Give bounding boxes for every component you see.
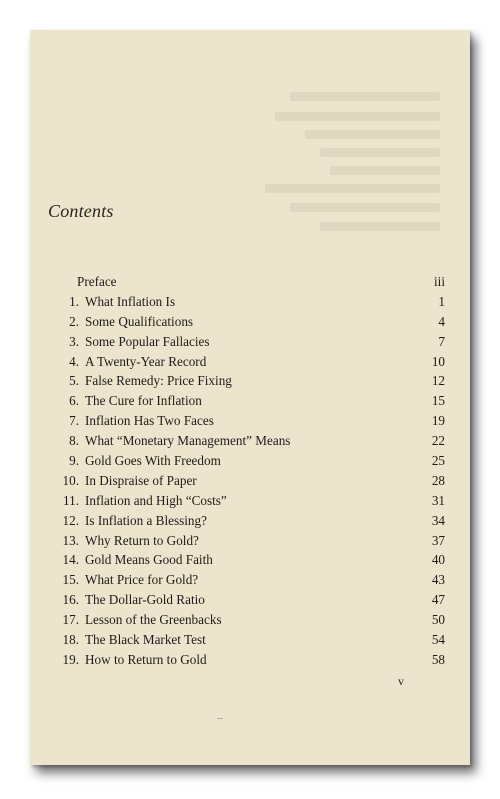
toc-title: Gold Goes With Freedom: [85, 453, 221, 469]
page-number: v: [398, 674, 404, 688]
toc-page: 50: [431, 612, 445, 628]
toc-title: The Dollar-Gold Ratio: [85, 592, 205, 608]
toc-row[interactable]: [55, 630, 455, 650]
toc-title: Lesson of the Greenbacks: [85, 612, 222, 628]
toc-row[interactable]: [55, 292, 455, 312]
toc-chapter-number: 11.: [63, 492, 79, 508]
toc-page: 22: [431, 433, 445, 449]
toc-page: 31: [431, 492, 445, 508]
page-mark: [217, 718, 223, 719]
toc-chapter-number: 2.: [69, 313, 79, 329]
toc-page: 37: [431, 532, 445, 548]
toc-chapter-number: 9.: [69, 453, 79, 469]
toc-chapter-number: 15.: [62, 572, 79, 588]
toc-title: A Twenty-Year Record: [85, 353, 207, 369]
toc-row[interactable]: [55, 451, 455, 471]
toc-chapter-number: 4.: [69, 353, 79, 369]
toc-title: The Cure for Inflation: [85, 393, 202, 409]
toc-page: 43: [431, 572, 445, 588]
toc-chapter-number: 14.: [62, 552, 79, 568]
toc-title: Preface: [77, 274, 117, 289]
toc-title: What “Monetary Management” Means: [85, 433, 291, 449]
toc-page: 34: [431, 512, 445, 528]
book-page: [30, 30, 470, 765]
toc-row[interactable]: [55, 570, 455, 590]
contents-heading: Contents: [48, 201, 114, 221]
toc-chapter-number: 10.: [62, 472, 79, 488]
toc-chapter-number: 7.: [69, 413, 79, 429]
toc-chapter-number: 17.: [62, 612, 79, 628]
toc-row[interactable]: [55, 650, 455, 670]
toc-page: 15: [431, 393, 445, 409]
toc-page: 7: [438, 333, 445, 349]
toc-title: Is Inflation a Blessing?: [85, 512, 207, 528]
toc-page: iii: [434, 274, 445, 289]
toc-page: 54: [431, 632, 445, 648]
toc-title: Some Popular Fallacies: [85, 333, 210, 349]
toc-chapter-number: 18.: [62, 632, 79, 648]
toc-title: Gold Means Good Faith: [85, 552, 213, 568]
toc-row[interactable]: [55, 550, 455, 570]
toc-title: What Inflation Is: [85, 293, 176, 309]
toc-title: Inflation Has Two Faces: [85, 413, 214, 429]
toc-chapter-number: 13.: [62, 532, 79, 548]
toc-page: 1: [438, 293, 445, 309]
toc-page: 25: [431, 453, 445, 469]
toc-chapter-number: 8.: [69, 433, 79, 449]
toc-page: 12: [431, 373, 445, 389]
toc-row[interactable]: [55, 332, 455, 352]
toc-title: Some Qualifications: [85, 313, 194, 329]
toc-chapter-number: 19.: [62, 651, 79, 667]
toc-page: 40: [431, 552, 445, 568]
toc-page: 19: [431, 413, 445, 429]
toc-title: The Black Market Test: [85, 632, 206, 648]
table-of-contents: [55, 272, 455, 670]
toc-row[interactable]: [55, 491, 455, 511]
toc-title: In Dispraise of Paper: [85, 472, 197, 488]
toc-chapter-number: 6.: [69, 393, 79, 409]
toc-title: Inflation and High “Costs”: [85, 492, 227, 508]
toc-row[interactable]: [55, 610, 455, 630]
toc-row[interactable]: [55, 590, 455, 610]
toc-chapter-number: 3.: [69, 333, 79, 349]
toc-chapter-number: 16.: [62, 592, 79, 608]
toc-title: False Remedy: Price Fixing: [85, 373, 232, 389]
toc-row[interactable]: [55, 352, 455, 372]
toc-title: How to Return to Gold: [85, 651, 207, 667]
toc-row[interactable]: [55, 391, 455, 411]
toc-row[interactable]: [55, 531, 455, 551]
toc-row[interactable]: [55, 431, 455, 451]
toc-chapter-number: 5.: [69, 373, 79, 389]
toc-page: 58: [431, 651, 445, 667]
toc-row[interactable]: [55, 511, 455, 531]
toc-row[interactable]: [55, 312, 455, 332]
toc-page: 4: [438, 313, 445, 329]
toc-title: Why Return to Gold?: [85, 532, 199, 548]
toc-row[interactable]: [55, 471, 455, 491]
toc-chapter-number: 12.: [62, 512, 79, 528]
toc-row[interactable]: [55, 371, 455, 391]
toc-row-preface[interactable]: [55, 272, 455, 292]
toc-chapter-number: 1.: [69, 293, 79, 309]
toc-title: What Price for Gold?: [85, 572, 199, 588]
toc-page: 47: [431, 592, 445, 608]
toc-page: 10: [431, 353, 445, 369]
toc-row[interactable]: [55, 411, 455, 431]
toc-page: 28: [431, 472, 445, 488]
